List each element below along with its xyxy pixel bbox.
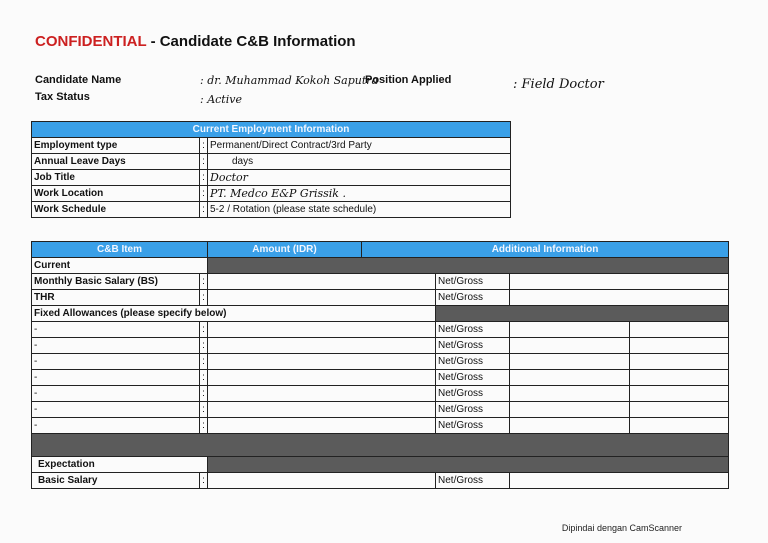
amount-cell [208,338,436,354]
amount-cell [208,290,436,306]
info-cell [510,386,630,402]
fixed-allowances-label: Fixed Allowances (please specify below) [32,306,436,322]
table-row [32,170,511,186]
amount-cell [208,322,436,338]
amount-cell [208,473,436,489]
table-row [32,370,729,386]
table-row [32,402,729,418]
dark-band [208,258,729,274]
employment-type-value: Permanent/Direct Contract/3rd Party [208,138,511,154]
amount-cell [208,354,436,370]
dash: - [32,402,200,418]
net-gross: Net/Gross [436,322,510,338]
info-cell [510,322,630,338]
expect-basic-salary-label: Basic Salary [32,473,200,489]
colon: : [200,154,208,170]
dark-band [208,457,729,473]
net-gross: Net/Gross [436,402,510,418]
info-cell [630,418,729,434]
table-row [32,418,729,434]
amount-cell [208,386,436,402]
colon: : [200,322,208,338]
info-cell [510,370,630,386]
table-row [32,306,729,322]
scanner-watermark: Dipindai dengan CamScanner [561,523,682,533]
colon: : [200,338,208,354]
colon: : [200,290,208,306]
work-location-value: PT. Medco E&P Grissik . [208,186,511,202]
net-gross: Net/Gross [436,386,510,402]
table-row [32,386,729,402]
dash: - [32,338,200,354]
colon: : [200,370,208,386]
net-gross: Net/Gross [436,290,510,306]
amount-cell [208,418,436,434]
candidate-name-value: : dr. Muhammad Kokoh Saputra [200,74,379,87]
amount-cell [208,402,436,418]
table-row [32,290,729,306]
thr-label: THR [32,290,200,306]
dash: - [32,370,200,386]
amount-cell [208,370,436,386]
current-label: Current [32,258,208,274]
colon: : [200,473,208,489]
info-cell [630,322,729,338]
annual-leave-label: Annual Leave Days [32,154,200,170]
expectation-label: Expectation [32,457,208,473]
info-cell [630,338,729,354]
page-title [35,33,356,50]
table-row [32,338,729,354]
job-title-label: Job Title [32,170,200,186]
position-value: : Field Doctor [513,77,604,92]
table-row [32,434,729,457]
dash: - [32,322,200,338]
employment-header: Current Employment Information [32,122,511,138]
info-cell [510,418,630,434]
info-cell [630,354,729,370]
amount-cell [208,274,436,290]
info-cell [510,354,630,370]
table-row [32,186,511,202]
candidate-name-label: Candidate Name [35,74,122,86]
net-gross: Net/Gross [436,338,510,354]
work-location-label: Work Location [32,186,200,202]
position-label: Position Applied [365,74,452,86]
net-gross: Net/Gross [436,274,510,290]
annual-leave-value: days [208,154,511,170]
net-gross: Net/Gross [436,354,510,370]
dark-band [436,306,729,322]
info-cell [510,402,630,418]
colon: : [200,170,208,186]
work-schedule-label: Work Schedule [32,202,200,218]
table-row [32,202,511,218]
cb-table [31,241,729,489]
colon: : [200,274,208,290]
title-text: - Candidate C&B Information [150,33,356,50]
info-cell [630,370,729,386]
info-cell [510,290,729,306]
info-cell [510,338,630,354]
employment-type-label: Employment type [32,138,200,154]
dash: - [32,386,200,402]
net-gross: Net/Gross [436,418,510,434]
employment-table [31,121,511,218]
dark-band [32,434,729,457]
confidential-label: CONFIDENTIAL [35,33,147,50]
colon: : [200,354,208,370]
table-row [32,258,729,274]
work-schedule-value: 5-2 / Rotation (please state schedule) [208,202,511,218]
table-row [32,274,729,290]
table-row [32,473,729,489]
colon: : [200,186,208,202]
table-row [32,354,729,370]
amount-header: Amount (IDR) [208,242,362,258]
info-cell [510,274,729,290]
colon: : [200,418,208,434]
table-row [32,154,511,170]
dash: - [32,354,200,370]
info-cell [630,386,729,402]
job-title-value: Doctor [208,170,511,186]
table-row [32,322,729,338]
tax-status-label: Tax Status [35,91,90,103]
net-gross: Net/Gross [436,473,510,489]
info-cell [510,473,729,489]
colon: : [200,386,208,402]
colon: : [200,202,208,218]
colon: : [200,138,208,154]
info-cell [630,402,729,418]
net-gross: Net/Gross [436,370,510,386]
table-row [32,138,511,154]
basic-salary-label: Monthly Basic Salary (BS) [32,274,200,290]
dash: - [32,418,200,434]
cb-item-header: C&B Item [32,242,208,258]
tax-status-value: : Active [200,93,242,106]
colon: : [200,402,208,418]
additional-info-header: Additional Information [362,242,729,258]
table-row [32,457,729,473]
